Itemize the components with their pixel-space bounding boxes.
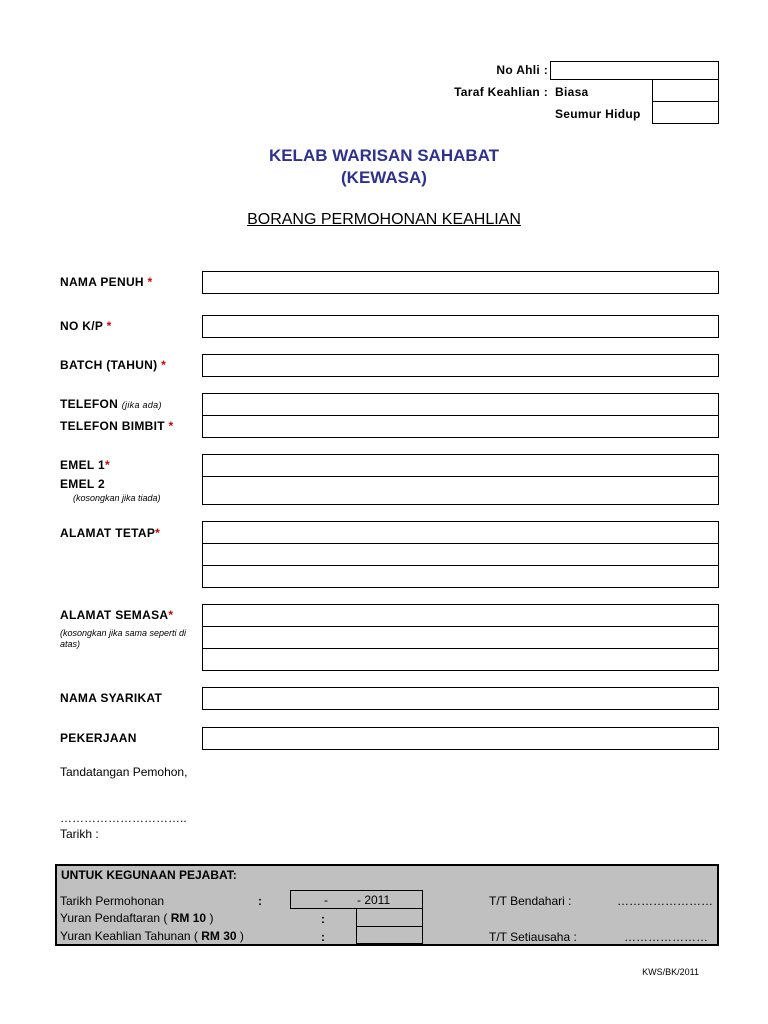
tarikh-permohonan-label: Tarikh Permohonan [60,894,165,908]
tt-setiausaha-label: T/T Setiausaha : [489,930,577,944]
alamat-semasa-line1[interactable] [202,604,719,627]
no-kp-input[interactable] [202,315,719,338]
alamat-tetap-line1[interactable] [202,521,719,544]
nama-syarikat-input[interactable] [202,687,719,710]
yuran-tahunan-box[interactable] [356,926,423,944]
telefon-text: TELEFON [60,397,119,411]
alamat-semasa-line3[interactable] [202,648,719,671]
form-title-text: BORANG PERMOHONAN KEAHLIAN [247,211,521,228]
no-ahli-input[interactable] [550,61,719,80]
telefon-input[interactable] [202,393,719,416]
alamat-semasa-note: (kosongkan jika sama seperti di atas) [60,628,187,649]
biasa-checkbox[interactable] [652,79,719,102]
emel1-label [60,458,110,472]
yuran-pendaftaran-post: ) [209,911,214,925]
batch-label [60,358,166,372]
telefon-label [60,397,162,411]
form-title [0,211,768,229]
date-label: Tarikh : [60,827,99,841]
yuran-tahunan-pre: Yuran Keahlian Tahunan ( [60,929,198,943]
date-dash: - [324,893,328,907]
alamat-tetap-text: ALAMAT TETAP [60,526,156,540]
yuran-pendaftaran-label [60,911,213,925]
club-name: KELAB WARISAN SAHABAT [268,146,500,165]
telefon-bimbit-text: TELEFON BIMBIT [60,419,165,433]
yuran-tahunan-post: ) [239,929,244,943]
required-mark: * [147,275,153,289]
telefon-bimbit-input[interactable] [202,415,719,438]
required-mark: * [106,319,112,333]
nama-syarikat-label: NAMA SYARIKAT [60,691,163,705]
office-use-section [55,864,719,946]
emel2-label: EMEL 2 [60,477,105,491]
emel2-input[interactable] [202,476,719,505]
seumur-hidup-checkbox[interactable] [652,101,719,124]
nama-penuh-input[interactable] [202,271,719,294]
emel2-note: (kosongkan jika tiada) [73,493,161,503]
colon-2: : [321,912,325,926]
required-mark: * [104,458,110,472]
batch-text: BATCH (TAHUN) [60,358,158,372]
alamat-semasa-text: ALAMAT SEMASA [60,608,169,622]
office-title: UNTUK KEGUNAAN PEJABAT: [61,868,237,882]
alamat-tetap-line2[interactable] [202,543,719,566]
alamat-tetap-line3[interactable] [202,565,719,588]
yuran-pendaftaran-pre: Yuran Pendaftaran ( [60,911,168,925]
form-code: KWS/BK/2011 [642,967,699,977]
biasa-label: Biasa [555,85,589,99]
date-year: - 2011 [357,893,391,907]
signature-label: Tandatangan Pemohon, [60,765,188,779]
no-ahli-label: No Ahli : [496,63,548,77]
yuran-tahunan-amount: RM 30 [201,929,237,943]
alamat-semasa-label [60,608,173,622]
required-mark: * [155,526,161,540]
colon-3: : [321,930,325,944]
required-mark: * [168,608,174,622]
no-kp-text: NO K/P [60,319,103,333]
yuran-pendaftaran-amount: RM 10 [170,911,207,925]
emel1-input[interactable] [202,454,719,477]
emel1-text: EMEL 1 [60,458,105,472]
pekerjaan-input[interactable] [202,727,719,750]
nama-penuh-text: NAMA PENUH [60,275,144,289]
yuran-pendaftaran-box[interactable] [356,908,423,927]
yuran-tahunan-label [60,929,244,943]
signature-line: ………………………….. [60,811,187,825]
taraf-keahlian-label: Taraf Keahlian : [454,85,548,99]
batch-input[interactable] [202,354,719,377]
no-kp-label [60,319,112,333]
alamat-tetap-label [60,526,160,540]
tt-bendahari-dots: …………………… [617,894,713,908]
required-mark: * [161,358,167,372]
telefon-bimbit-label [60,419,173,433]
colon-1: : [258,894,262,908]
seumur-hidup-label: Seumur Hidup [555,107,641,121]
club-abbr: (KEWASA) [341,168,427,187]
nama-penuh-label [60,275,153,289]
pekerjaan-label: PEKERJAAN [60,731,137,745]
tt-bendahari-label: T/T Bendahari : [489,894,572,908]
telefon-note: (jika ada) [121,400,162,410]
tarikh-permohonan-box[interactable] [290,890,423,909]
tt-setiausaha-dots: ………………… [624,930,708,944]
alamat-semasa-line2[interactable] [202,626,719,649]
required-mark: * [168,419,174,433]
